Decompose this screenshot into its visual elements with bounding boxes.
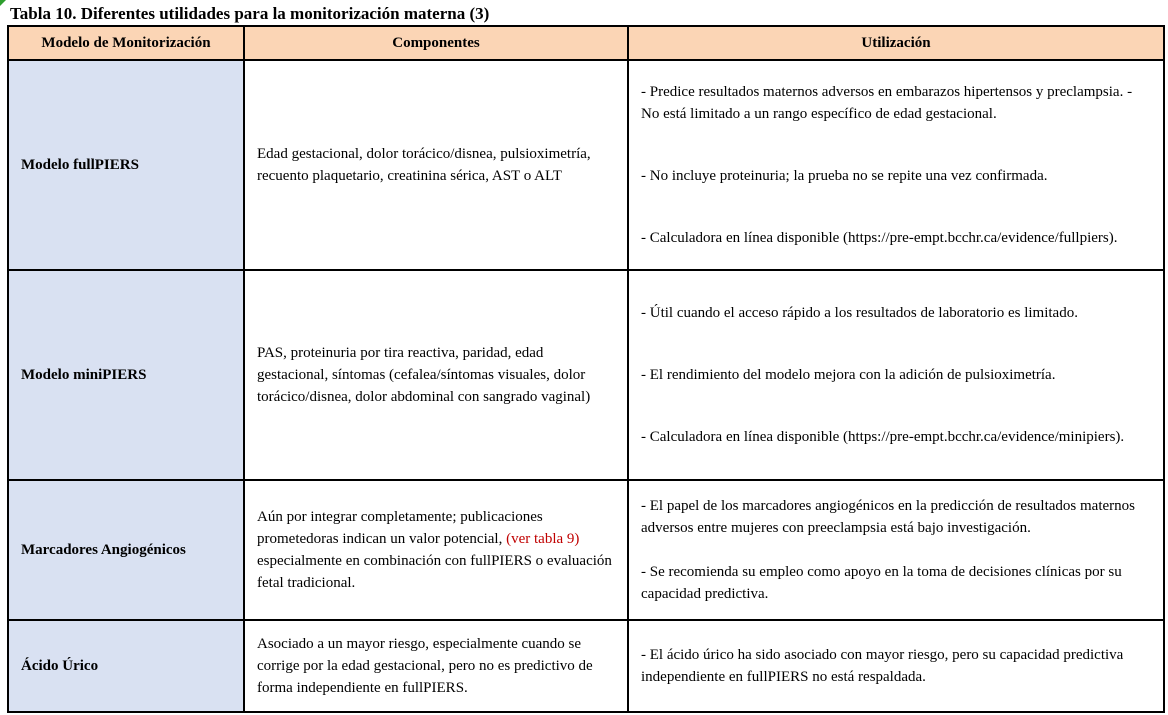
components-cell: PAS, proteinuria por tira reactiva, paridad, edad gestacional, síntomas (cefalea/síntomas visuales, dolor torácico/disnea, dolor abdominal con sangrado vaginal) [244,270,628,480]
table-9-reference-link[interactable]: (ver tabla 9) [506,531,580,547]
use-item: - El rendimiento del modelo mejora con la adición de pulsioximetría. [641,367,1056,383]
use-item: - Se recomienda su empleo como apoyo en la toma de decisiones clínicas por su capacidad predictiva. [641,564,1122,602]
model-name: Marcadores Angiogénicos [8,480,244,620]
use-cell [628,60,1164,270]
model-name: Modelo miniPIERS [8,270,244,480]
model-name: Modelo fullPIERS [8,60,244,270]
table-row [8,60,1164,270]
corner-marker [0,0,6,6]
use-cell [628,480,1164,620]
monitoring-table [7,25,1165,713]
table-row [8,270,1164,480]
use-item: - El papel de los marcadores angiogénicos en la predicción de resultados maternos adversos entre mujeres con preeclampsia está bajo investigación. [641,498,1135,536]
table-row [8,620,1164,712]
header-row [8,26,1164,60]
table-title: Tabla 10. Diferentes utilidades para la monitorización materna (3) [10,4,490,23]
table-row [8,480,1164,620]
use-cell [628,270,1164,480]
components-cell: Edad gestacional, dolor torácico/disnea, pulsioximetría, recuento plaquetario, creatinina sérica, AST o ALT [244,60,628,270]
use-cell [628,620,1164,712]
components-cell [244,480,628,620]
use-item: - No incluye proteinuria; la prueba no se repite una vez confirmada. [641,168,1048,184]
model-name: Ácido Úrico [8,620,244,712]
use-item: - Calculadora en línea disponible (https://pre-empt.bcchr.ca/evidence/fullpiers). [641,230,1118,246]
components-text: Aún por integrar completamente; publicaciones prometedoras indican un valor potencial, [257,509,543,547]
use-item: - Útil cuando el acceso rápido a los resultados de laboratorio es limitado. [641,305,1078,321]
use-item: - El ácido úrico ha sido asociado con mayor riesgo, pero su capacidad predictiva independiente en fullPIERS no está respaldada. [641,647,1124,685]
header-components: Componentes [244,26,628,60]
header-model: Modelo de Monitorización [8,26,244,60]
components-cell: Asociado a un mayor riesgo, especialmente cuando se corrige por la edad gestacional, pero no es predictivo de forma independiente en fullPIERS. [244,620,628,712]
header-use: Utilización [628,26,1164,60]
use-item: - Calculadora en línea disponible (https://pre-empt.bcchr.ca/evidence/minipiers). [641,429,1125,445]
use-item: - Predice resultados maternos adversos en embarazos hipertensos y preclampsia. - No está limitado a un rango específico de edad gestacional. [641,84,1133,122]
components-text: especialmente en combinación con fullPIERS o evaluación fetal tradicional. [257,553,612,591]
